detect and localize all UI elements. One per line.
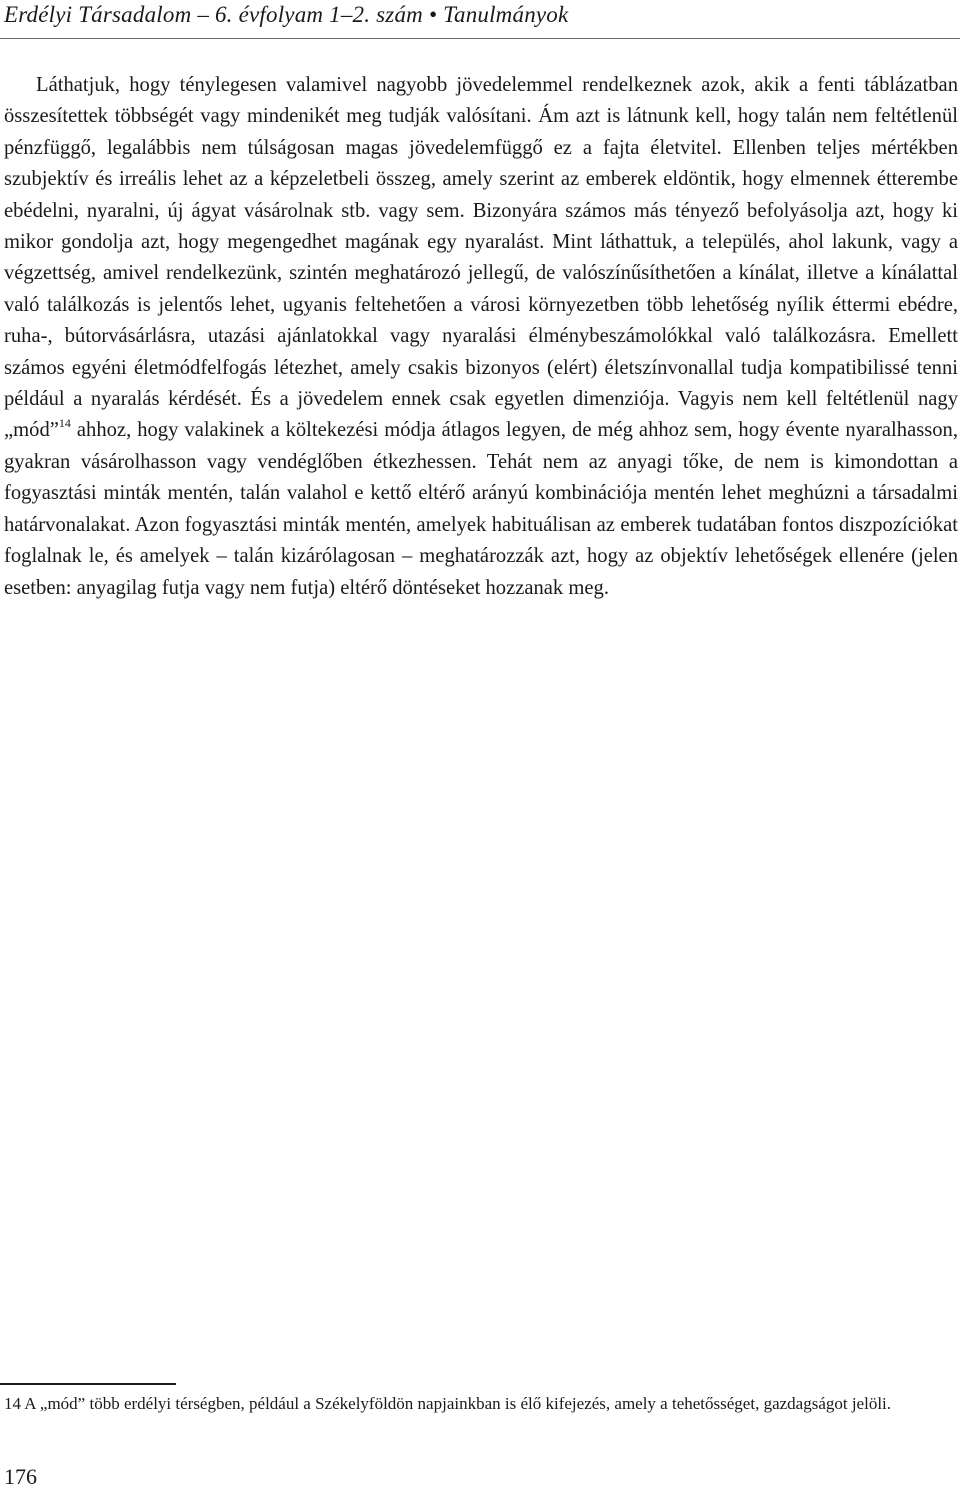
running-header: Erdélyi Társadalom – 6. évfolyam 1–2. szám • Tanulmányok: [4, 2, 569, 27]
header-rule: [0, 38, 960, 39]
paragraph-text-part2: ahhoz, hogy valakinek a költekezési módja átlagos legyen, de még ahhoz sem, hogy évente nyaralhasson, gyakran vásárolhasson vagy vendéglőben étkezhessen. Tehát nem az anyagi tőke, de nem is kimondottan a fogyasztási minták mentén, talán valahol e kettő eltérő arányú kombinációja mentén lehet meghúzni a társadalmi határvonalakat. Azon fogyasztási minták mentén, amelyek habituálisan az emberek tudatában fontos diszpozíciókat foglalnak le, és amelyek – talán kizárólagosan – meghatározzák azt, hogy az objektív lehetőségek ellenére (jelen esetben: anyagilag futja vagy nem futja) eltérő döntéseket hozzanak meg.: [4, 419, 958, 599]
footnote-rule: [0, 1383, 176, 1385]
footnote-text: 14 A „mód” több erdélyi térségben, például a Székelyföldön napjainkban is élő kifejezés, amely a tehetősséget, gazdagságot jelöli.: [4, 1394, 892, 1413]
body-text: [4, 70, 958, 604]
main-paragraph: [4, 70, 958, 604]
paragraph-text-part1: Láthatjuk, hogy ténylegesen valamivel nagyobb jövedelemmel rendelkeznek azok, akik a fenti táblázatban összesítettek többségét vagy mindenikét meg tudják valósítani. Ám azt is látnunk kell, hogy talán nem feltétlenül pénzfüggő, legalábbis nem túlságosan magas jövedelemfüggő ez a fajta életvitel. Ellenben teljes mértékben szubjektív és irreális lehet az a képzeletbeli összeg, amely szerint az emberek eldöntik, hogy elmennek étterembe ebédelni, nyaralni, új ágyat vásárolnak stb. vagy sem. Bizonyára számos más tényező befolyásolja azt, hogy ki mikor gondolja azt, hogy megengedhet magának egy nyaralást. Mint láthattuk, a település, ahol lakunk, vagy a végzettség, amivel rendelkezünk, szintén meghatározó jellegű, de valószínűsíthetően a kínálat, illetve a kínálattal való találkozás is jelentős lehet, ugyanis feltehetően a városi környezetben több lehetőség nyílik éttermi ebédre, ruha-, bútorvásárlásra, utazási ajánlatokkal vagy nyaralási élménybeszámolókkal való találkozásra. Emellett számos egyéni életmódfelfogás létezhet, amely csakis bizonyos (elért) életszínvonallal tudja kompatibilissé tenni például a nyaralás kérdését. És a jövedelem ennek csak egyetlen dimenziója. Vagyis nem kell feltétlenül nagy „mód”: [4, 74, 958, 442]
footnote-reference[interactable]: 14: [58, 416, 71, 431]
page-number: 176: [4, 1464, 37, 1489]
